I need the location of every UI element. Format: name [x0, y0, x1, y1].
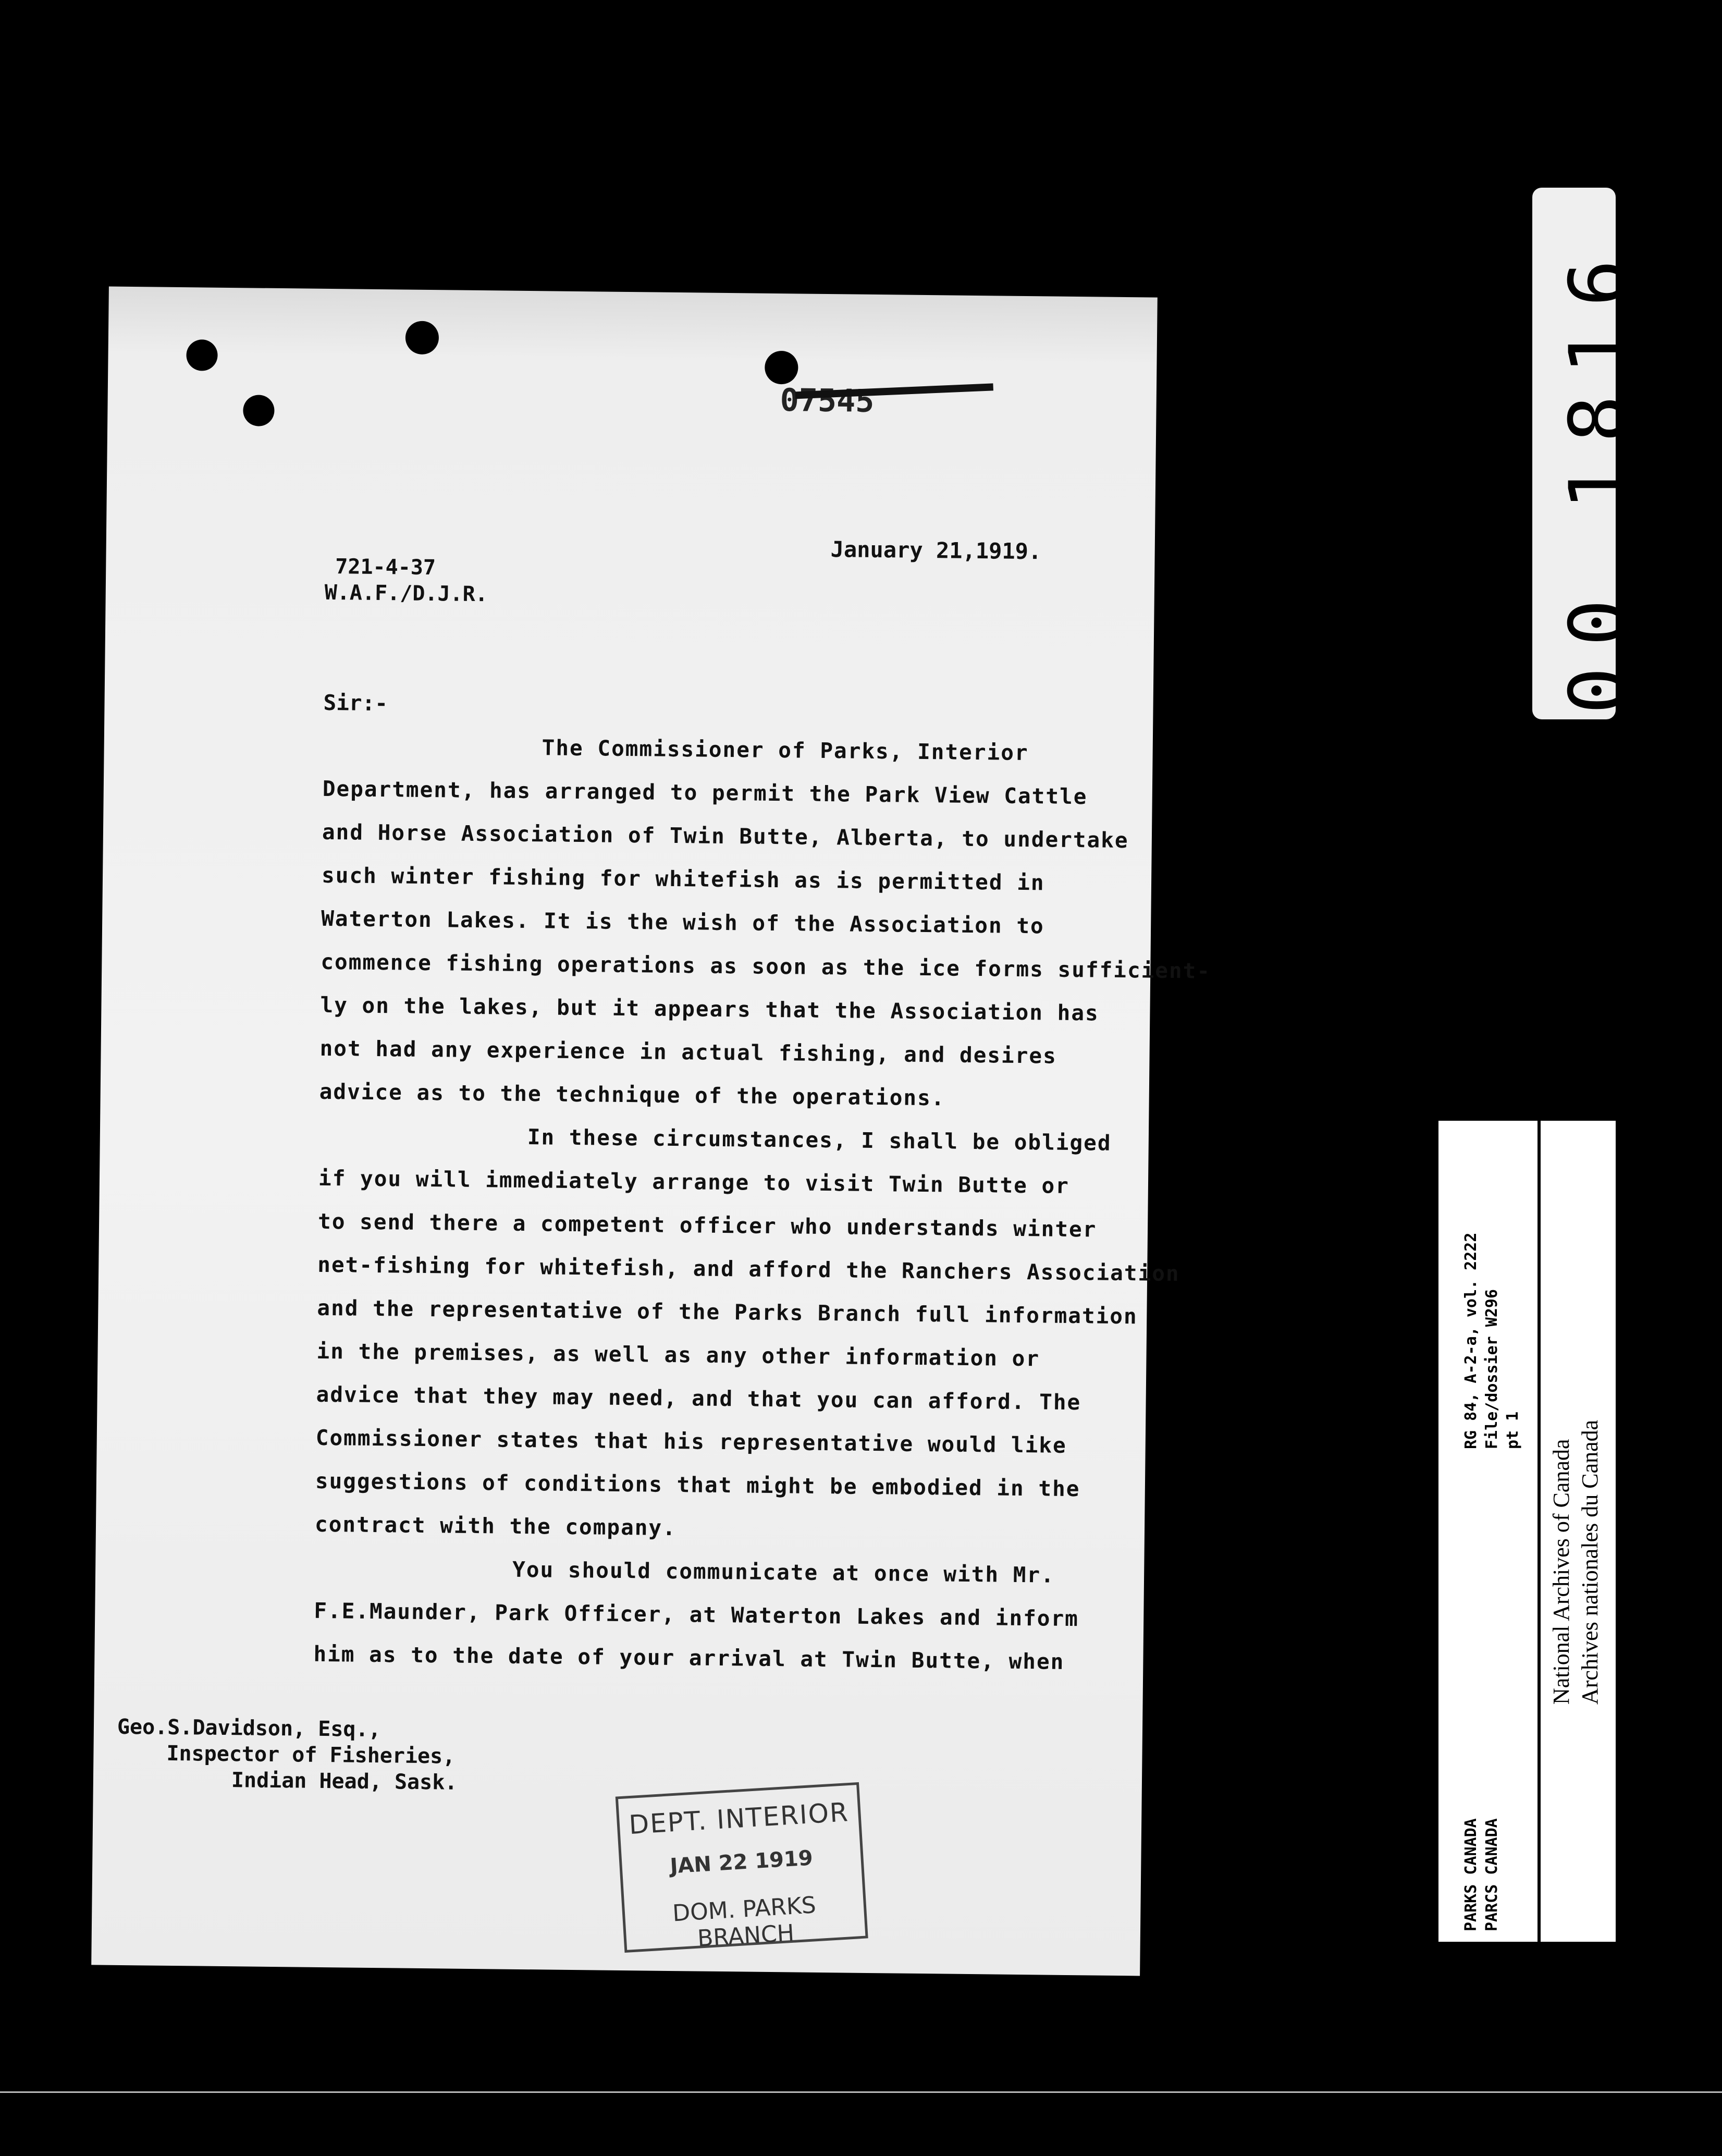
parcs-canada-label: PARCS CANADA	[1483, 1818, 1501, 1931]
body-line: suggestions of conditions that might be embodied in the	[315, 1468, 1080, 1502]
body-line: The Commissioner of Parks, Interior	[542, 735, 1029, 766]
body-line: and Horse Association of Twin Butte, Alberta, to undertake	[322, 819, 1129, 853]
parks-canada-label: PARKS CANADA	[1462, 1818, 1480, 1931]
body-line: not had any experience in actual fishing, and desires	[319, 1035, 1057, 1069]
reference-initials: W.A.F./D.J.R.	[324, 580, 488, 607]
body-line: contract with the company.	[314, 1511, 677, 1541]
film-edge-line	[0, 2091, 1722, 2093]
archive-tag	[1438, 1121, 1616, 1942]
body-line: net-fishing for whitefish, and afford the Ranchers Association	[317, 1252, 1180, 1287]
national-archives-label: National Archives of Canada	[1548, 1439, 1574, 1705]
body-line: Department, has arranged to permit the Park View Cattle	[322, 776, 1088, 810]
punch-hole	[186, 339, 218, 371]
body-line: if you will immediately arrange to visit Twin Butte or	[318, 1165, 1070, 1198]
tag-divider	[1538, 1121, 1541, 1942]
stamp-date: JAN 22 1919	[669, 1846, 814, 1879]
punch-hole	[765, 351, 798, 385]
body-line: advice that they may need, and that you can afford. The	[316, 1381, 1081, 1415]
body-line: Waterton Lakes. It is the wish of the Association to	[321, 905, 1044, 939]
body-line: to send there a competent officer who understands winter	[317, 1208, 1097, 1242]
stamp-department: DEPT. INTERIOR	[628, 1797, 850, 1841]
file-dossier-ref: File/dossier W296	[1483, 1289, 1501, 1449]
frame-number: 00 1816	[1553, 238, 1644, 714]
body-line: him as to the date of your arrival at Twin Butte, when	[313, 1641, 1065, 1674]
body-line: You should communicate at once with Mr.	[512, 1557, 1055, 1588]
received-stamp	[616, 1782, 868, 1953]
body-line: in the premises, as well as any other information or	[316, 1338, 1040, 1371]
punch-hole	[405, 321, 439, 355]
addressee-location: Indian Head, Sask.	[231, 1768, 458, 1795]
body-line: advice as to the technique of the operations.	[319, 1079, 945, 1111]
file-reference: 721-4-37	[335, 555, 436, 580]
salutation: Sir:-	[323, 690, 388, 716]
letter-page	[91, 287, 1211, 1976]
body-line: commence fishing operations as soon as the ice forms sufficient-	[321, 949, 1211, 984]
body-line: Commissioner states that his representative would like	[315, 1425, 1067, 1458]
addressee-title: Inspector of Fisheries,	[166, 1741, 456, 1769]
stamp-branch: DOM. PARKS BRANCH	[671, 1892, 817, 1952]
body-line: and the representative of the Parks Branch full information	[317, 1295, 1138, 1329]
body-line: ly on the lakes, but it appears that the Association has	[320, 992, 1099, 1026]
record-group-ref: RG 84, A-2-a, vol. 2222	[1462, 1232, 1480, 1449]
archives-nationales-label: Archives nationales du Canada	[1577, 1419, 1603, 1705]
addressee-name: Geo.S.Davidson, Esq.,	[117, 1714, 381, 1742]
file-number-struck: 07545	[780, 382, 875, 420]
punch-hole	[243, 395, 275, 426]
part-ref: pt 1	[1504, 1411, 1522, 1449]
letter-date: January 21,1919.	[830, 536, 1042, 565]
body-line: In these circumstances, I shall be obliged	[527, 1124, 1112, 1156]
body-line: F.E.Maunder, Park Officer, at Waterton Lakes and inform	[314, 1598, 1079, 1632]
body-line: such winter fishing for whitefish as is permitted in	[321, 862, 1045, 896]
frame-number-plate	[1532, 188, 1644, 719]
